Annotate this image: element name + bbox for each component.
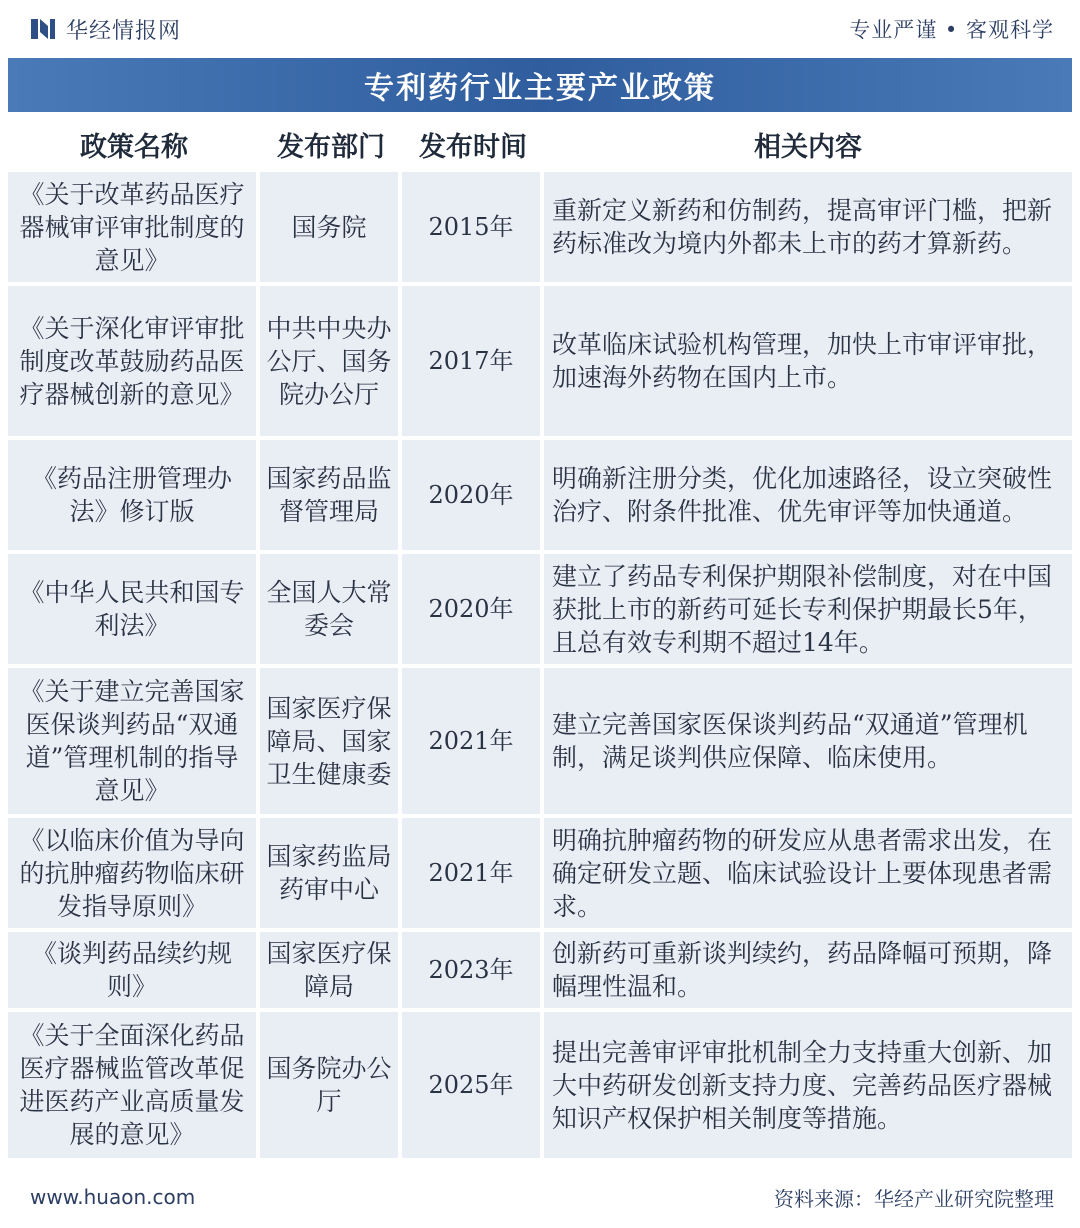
top-bar <box>0 0 1080 58</box>
policy-table <box>8 116 1072 1162</box>
policy-name-cell: 《谈判药品续约规则》 <box>8 932 260 1008</box>
huajing-logo-icon <box>30 16 56 42</box>
column-header-dept: 发布部门 <box>277 131 385 163</box>
policy-name-cell: 《关于改革药品医疗器械审评审批制度的意见》 <box>8 172 260 282</box>
column-header-content: 相关内容 <box>754 131 862 163</box>
column-header-name: 政策名称 <box>80 131 188 163</box>
year-cell: 2020年 <box>402 440 544 550</box>
brand-name: 华经情报网 <box>66 18 182 44</box>
year-cell: 2015年 <box>402 172 544 282</box>
policy-name-cell: 《关于全面深化药品医疗器械监管改革促进医药产业高质量发展的意见》 <box>8 1012 260 1158</box>
department-cell: 国家医疗保障局、国家卫生健康委 <box>260 668 402 814</box>
content-cell: 重新定义新药和仿制药，提高审评门槛，把新药标准改为境内外都未上市的药才算新药。 <box>544 172 1072 282</box>
page-title: 专利药行业主要产业政策 <box>364 71 716 106</box>
department-cell: 中共中央办公厅、国务院办公厅 <box>260 286 402 436</box>
policy-name-cell: 《关于建立完善国家医保谈判药品“双通道”管理机制的指导意见》 <box>8 668 260 814</box>
table-header-row <box>8 120 1072 168</box>
content-cell: 提出完善审评审批机制全力支持重大创新、加大中药研发创新支持力度、完善药品医疗器械知识产权保护相关制度等措施。 <box>544 1012 1072 1158</box>
table-row <box>8 818 1072 928</box>
brand <box>30 14 181 45</box>
year-cell: 2020年 <box>402 554 544 664</box>
content-cell: 建立完善国家医保谈判药品“双通道”管理机制，满足谈判供应保障、临床使用。 <box>544 668 1072 814</box>
department-cell: 国家药品监督管理局 <box>260 440 402 550</box>
content-cell: 创新药可重新谈判续约，药品降幅可预期，降幅理性温和。 <box>544 932 1072 1008</box>
year-cell: 2025年 <box>402 1012 544 1158</box>
table-row <box>8 554 1072 664</box>
data-source: 资料来源：华经产业研究院整理 <box>774 1186 1054 1211</box>
policy-name-cell: 《关于深化审评审批制度改革鼓励药品医疗器械创新的意见》 <box>8 286 260 436</box>
year-cell: 2017年 <box>402 286 544 436</box>
department-cell: 国务院 <box>260 172 402 282</box>
department-cell: 国家医疗保障局 <box>260 932 402 1008</box>
title-band <box>8 58 1072 112</box>
content-cell: 明确新注册分类，优化加速路径，设立突破性治疗、附条件批准、优先审评等加快通道。 <box>544 440 1072 550</box>
footer-url: www.huaon.com <box>30 1185 196 1209</box>
policy-name-cell: 《中华人民共和国专利法》 <box>8 554 260 664</box>
table-row <box>8 286 1072 436</box>
policy-name-cell: 《以临床价值为导向的抗肿瘤药物临床研发指导原则》 <box>8 818 260 928</box>
content-cell: 明确抗肿瘤药物的研发应从患者需求出发，在确定研发立题、临床试验设计上要体现患者需求。 <box>544 818 1072 928</box>
content-cell: 改革临床试验机构管理，加快上市审评审批，加速海外药物在国内上市。 <box>544 286 1072 436</box>
department-cell: 全国人大常委会 <box>260 554 402 664</box>
table-row <box>8 172 1072 282</box>
table-row <box>8 932 1072 1008</box>
table-row <box>8 1012 1072 1158</box>
table-row <box>8 440 1072 550</box>
year-cell: 2023年 <box>402 932 544 1008</box>
department-cell: 国务院办公厅 <box>260 1012 402 1158</box>
slogan: 专业严谨 • 客观科学 <box>849 18 1054 42</box>
content-cell: 建立了药品专利保护期限补偿制度，对在中国获批上市的新药可延长专利保护期最长5年，且总有效专利期不超过14年。 <box>544 554 1072 664</box>
policy-name-cell: 《药品注册管理办法》修订版 <box>8 440 260 550</box>
column-header-year: 发布时间 <box>419 131 527 163</box>
department-cell: 国家药监局药审中心 <box>260 818 402 928</box>
year-cell: 2021年 <box>402 668 544 814</box>
policy-table-container <box>8 116 1072 1162</box>
year-cell: 2021年 <box>402 818 544 928</box>
footer <box>0 1172 1080 1222</box>
table-row <box>8 668 1072 814</box>
